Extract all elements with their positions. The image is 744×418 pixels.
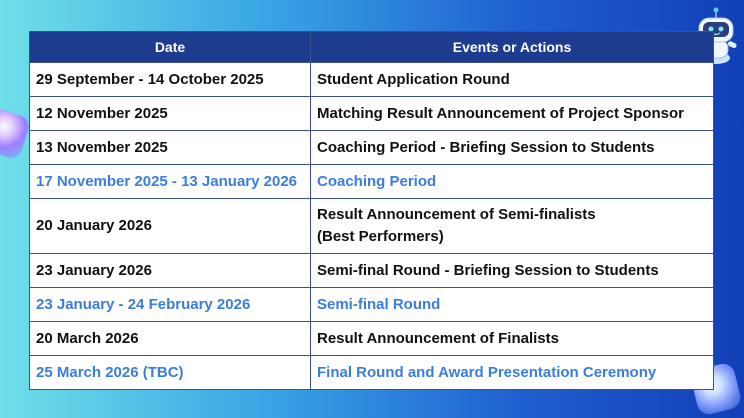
row-event: Coaching Period - Briefing Session to Students <box>311 131 714 165</box>
row-event: Matching Result Announcement of Project Sponsor <box>311 97 714 131</box>
row-date: 23 January 2026 <box>30 254 311 288</box>
row-date: 12 November 2025 <box>30 97 311 131</box>
row-event <box>311 199 714 254</box>
table-row <box>30 131 714 165</box>
row-event: Semi-final Round <box>311 288 714 322</box>
table-row <box>30 199 714 254</box>
table-row <box>30 97 714 131</box>
schedule-table <box>29 31 714 390</box>
row-event: Result Announcement of Finalists <box>311 322 714 356</box>
header-date: Date <box>30 32 311 63</box>
table-row-highlighted <box>30 288 714 322</box>
table-row <box>30 63 714 97</box>
table-row <box>30 322 714 356</box>
header-events: Events or Actions <box>311 32 714 63</box>
table-row-highlighted <box>30 165 714 199</box>
row-date: 17 November 2025 - 13 January 2026 <box>30 165 311 199</box>
row-event-line-1: Result Announcement of Semi-finalists <box>317 206 596 223</box>
table-row <box>30 254 714 288</box>
row-date: 29 September - 14 October 2025 <box>30 63 311 97</box>
glow-cube-left-icon <box>0 107 32 161</box>
row-date: 13 November 2025 <box>30 131 311 165</box>
row-event: Semi-final Round - Briefing Session to Students <box>311 254 714 288</box>
row-date: 25 March 2026 (TBC) <box>30 356 311 390</box>
row-date: 20 January 2026 <box>30 199 311 254</box>
row-event: Coaching Period <box>311 165 714 199</box>
row-date: 23 January - 24 February 2026 <box>30 288 311 322</box>
table-row-highlighted <box>30 356 714 390</box>
row-event-line-2: (Best Performers) <box>317 228 444 245</box>
row-event: Final Round and Award Presentation Ceremony <box>311 356 714 390</box>
row-date: 20 March 2026 <box>30 322 311 356</box>
row-event: Student Application Round <box>311 63 714 97</box>
table-header-row <box>30 32 714 63</box>
